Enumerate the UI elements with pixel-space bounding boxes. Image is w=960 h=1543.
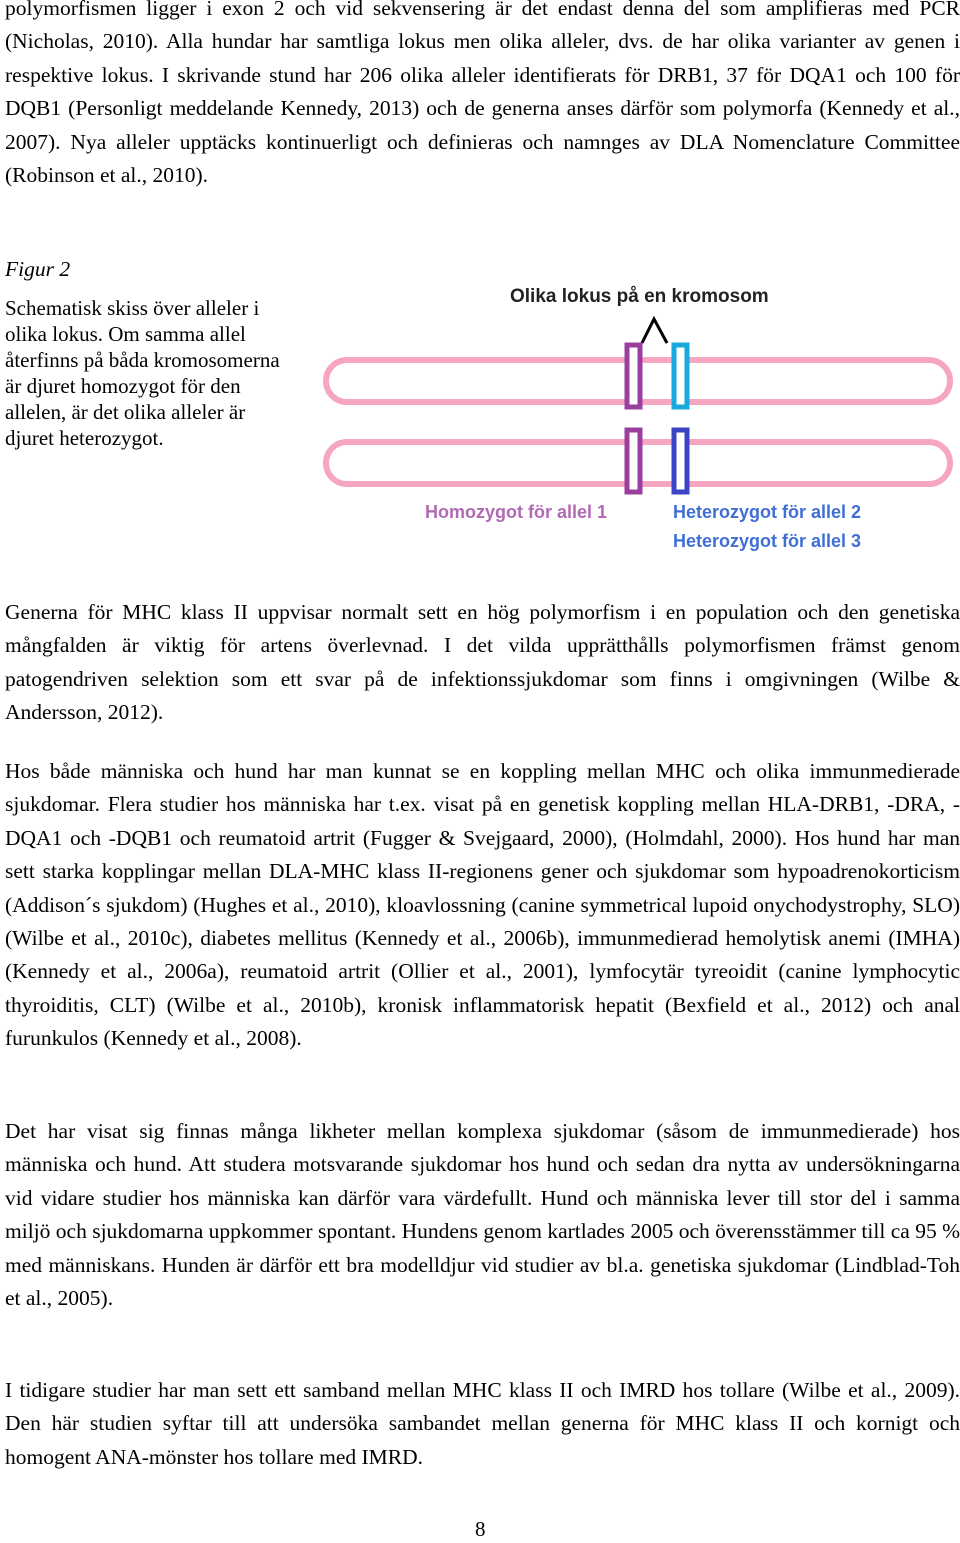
figure-label: Figur 2 <box>5 257 71 281</box>
legend-heterozygot-2: Heterozygot för allel 2 <box>673 502 862 522</box>
allele-1-marker-top <box>627 345 640 407</box>
allele-3-marker <box>674 430 687 492</box>
paragraph-aim: I tidigare studier har man sett ett samband mellan MHC klass II och IMRD hos tollare (Wilbe et al., 2009). Den här studien syftar till att undersöka sambandet mellan generna för MHC klass II och kornigt och homogent ANA-mönster hos tollare med IMRD. <box>5 1378 960 1469</box>
chromosome-figure <box>300 275 960 560</box>
figure-caption: Schematisk skiss över alleler i olika lokus. Om samma allel återfinns på båda kromosomerna är djuret homozygot för den allelen, är det olika alleler är djuret heterozygot. <box>5 296 280 450</box>
legend-homozygot: Homozygot för allel 1 <box>425 502 608 522</box>
paragraph-similarities: Det har visat sig finnas många likheter mellan komplexa sjukdomar (såsom de immunmedierade) hos människa och hund. Att studera motsvarande sjukdomar hos hund och sedan dra nytta av undersökningarna vid vidare studier hos människa kan därför vara värdefullt. Hund och människa lever till stor del i samma miljö och sjukdomarna uppkommer spontant. Hundens genom kartlades 2005 och överensstämmer till ca 95 % med människans. Hunden är därför ett bra modelldjur vid studier av bl.a. genetiska sjukdomar (Lindblad-Toh et al., 2005). <box>5 1119 960 1311</box>
locus-pointer <box>642 319 667 343</box>
allele-1-marker-bottom <box>627 430 640 492</box>
paragraph-disease: Hos både människa och hund har man kunnat se en koppling mellan MHC och olika immunmedierade sjukdomar. Flera studier hos människa har t.ex. visat på en genetisk koppling mellan HLA-DRB1, -DRA, -DQA1 och -DQB1 och reumatoid artrit (Fugger & Svejgaard, 2000), (Holmdahl, 2000). Hos hund har man sett starka kopplingar mellan DLA-MHC klass II-regionens gener och sjukdomar som hypoadrenokorticism (Addison´s sjukdom) (Hughes et al., 2010), kloavlossning (canine symmetrical lupoid onychodystrophy, SLO) (Wilbe et al., 2010c), diabetes mellitus (Kennedy et al., 2006b), immunmedierad hemolytisk anemi (IMHA) (Kennedy et al., 2006a), reumatoid artrit (Ollier et al., 2001), lymfocytär tyreoidit (canine lymphocytic thyroiditis, CLT) (Wilbe et al., 2010b), kronisk inflammatorisk hepatit (Bexfield et al., 2012) och anal furunkulos (Kennedy et al., 2008). <box>5 759 960 1051</box>
legend-heterozygot-3: Heterozygot för allel 3 <box>673 531 862 551</box>
figure-title: Olika lokus på en kromosom <box>510 286 769 307</box>
paragraph-mhc: Generna för MHC klass II uppvisar normalt sett en hög polymorfism i en population och den genetiska mångfalden är viktig för artens överlevnad. I det vilda upprätthålls polymorfismen främst genom patogendriven selektion som ett svar på de infektionssjukdomar som finns i omgivningen (Wilbe & Andersson, 2012). <box>5 600 960 725</box>
allele-2-marker <box>674 345 687 407</box>
paragraph-intro: polymorfismen ligger i exon 2 och vid sekvensering är det endast denna del som amplifieras med PCR (Nicholas, 2010). Alla hundar har samtliga lokus men olika alleler, dvs. de har olika varianter av genen i respektive lokus. I skrivande stund har 206 olika alleler identifierats för DRB1, 37 för DQA1 och 100 för DQB1 (Personligt meddelande Kennedy, 2013) och de generna anses därför som polymorfa (Kennedy et al., 2007). Nya alleler upptäcks kontinuerligt och definieras och namnges av DLA Nomenclature Committee (Robinson et al., 2010). <box>5 0 960 188</box>
page-number: 8 <box>475 1517 486 1541</box>
